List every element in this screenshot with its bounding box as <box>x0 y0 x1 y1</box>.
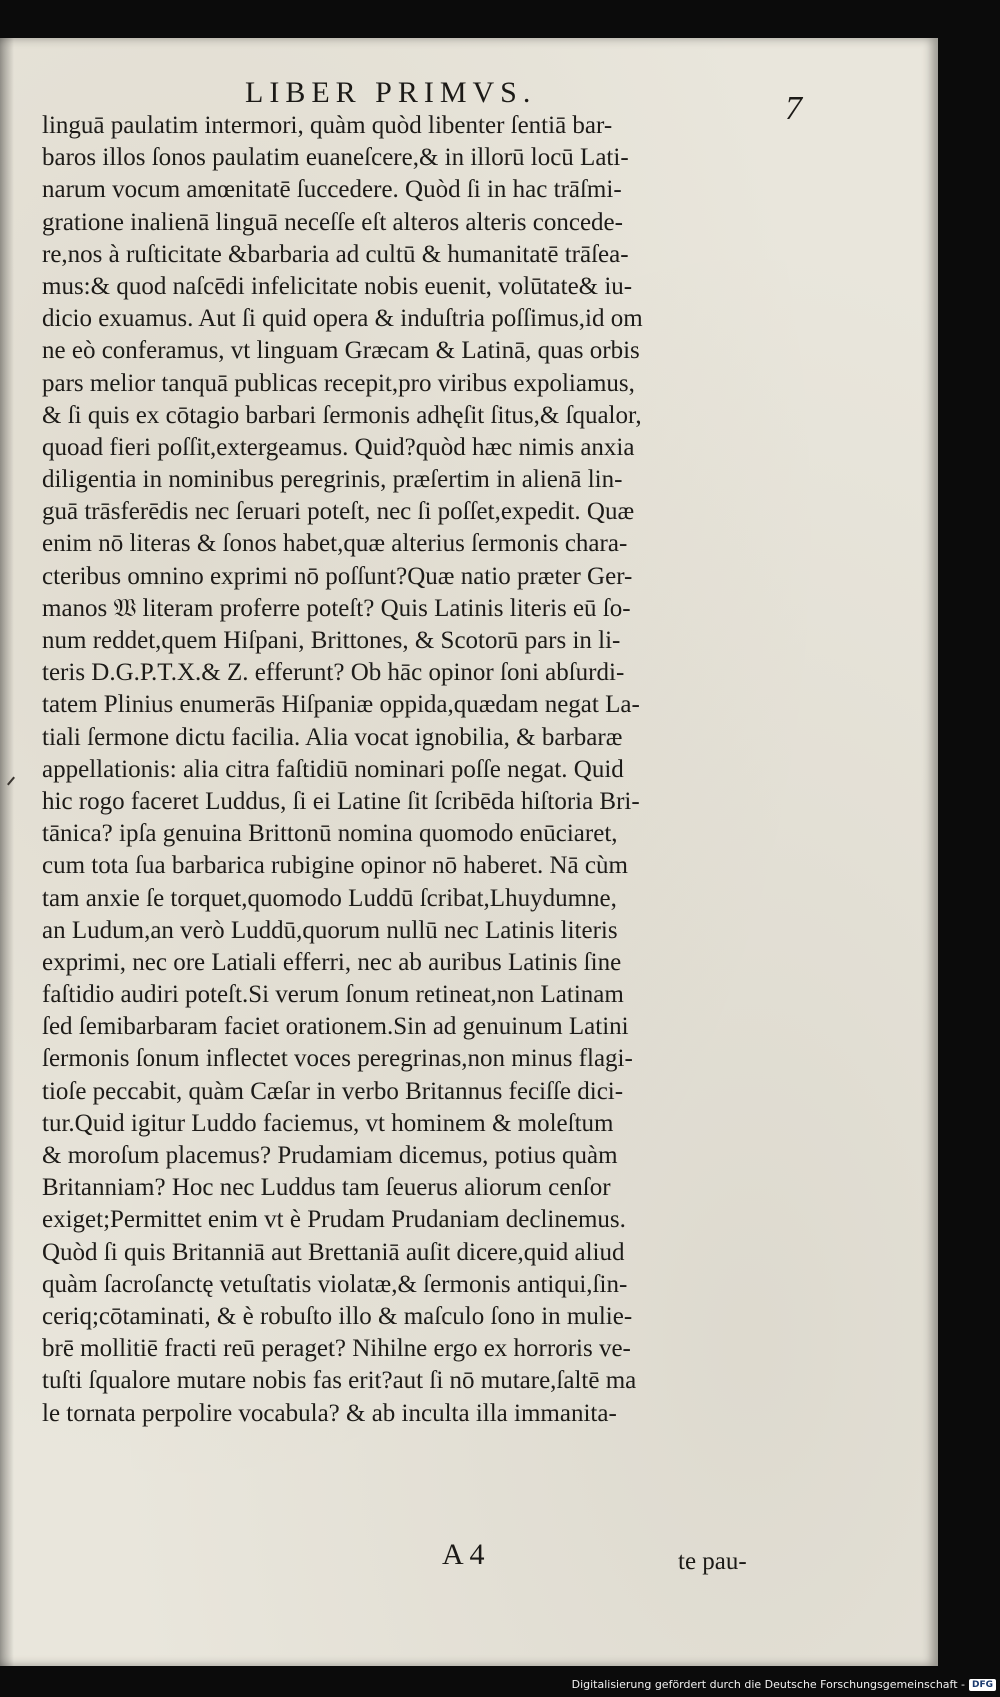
text-line: & moroſum placemus? Prudamiam dicemus, potius quàm <box>42 1142 618 1169</box>
text-line: diligentia in nominibus peregrinis, præſertim in alienā lin- <box>42 466 623 494</box>
text-line: an Ludum,an verò Luddū,quorum nullū nec Latinis literis <box>42 916 618 944</box>
text-line: & ſi quis ex cōtagio barbari ſermonis adhęſit ſitus,& ſqualor, <box>42 401 642 429</box>
text-line: quoad fieri poſſit,extergeamus. Quid?quòd hæc nimis anxia <box>42 433 635 461</box>
text-line: le tornata perpolire vocabula? & ab inculta illa immanita- <box>42 1399 617 1427</box>
text-line: dicio exuamus. Aut ſi quid opera & induſtria poſſimus,id om <box>42 305 643 333</box>
text-line: ceriq;cōtaminati, & è robuſto illo & maſculo ſono in mulie- <box>42 1302 633 1330</box>
dfg-logo: DFG <box>969 1679 996 1691</box>
credit-text: Digitalisierung gefördert durch die Deutsche Forschungsgemeinschaft - <box>571 1678 965 1691</box>
text-line: Quòd ſi quis Britanniā aut Brettaniā auſit dicere,quid aliud <box>42 1238 625 1266</box>
text-line: manos 𝔚 literam proferre poteſt? Quis Latinis literis eū ſo- <box>42 594 631 622</box>
running-title: LIBER PRIMVS. <box>245 76 537 109</box>
book-page <box>0 38 938 1666</box>
text-line: brē mollitiē fracti reū peraget? Nihilne ergo ex horroris ve- <box>42 1335 631 1363</box>
text-line: faſtidio audiri poteſt.Si verum ſonum retineat,non Latinam <box>42 981 624 1009</box>
text-line: ſermonis ſonum inflectet voces peregrinas,non minus flagi- <box>42 1045 633 1073</box>
text-line: tur.Quid igitur Luddo faciemus, vt hominem & moleſtum <box>42 1109 614 1137</box>
digitization-credit <box>572 1678 996 1691</box>
text-line: gratione inalienā linguā neceſſe eſt alteros alteris concede- <box>42 208 623 236</box>
text-line: linguā paulatim intermori, quàm quòd libenter ſentiā bar- <box>42 112 613 139</box>
text-line: guā trāsferēdis nec ſeruari poteſt, nec ſi poſſet,expedit. Quæ <box>42 498 635 526</box>
text-line: cteribus omnino exprimi nō poſſunt?Quæ natio præter Ger- <box>42 562 633 590</box>
text-line: cum tota ſua barbarica rubigine opinor nō haberet. Nā cùm <box>42 852 628 880</box>
text-line: num reddet,quem Hiſpani, Brittones, & Scotorū pars in li- <box>42 627 621 654</box>
body-text <box>42 110 802 1430</box>
text-line: re,nos à ruſticitate &barbaria ad cultū & humanitatē trāſea- <box>42 240 629 268</box>
text-line: baros illos ſonos paulatim euaneſcere,& in illorū locū Lati- <box>42 144 629 172</box>
text-line: ſed ſemibarbaram faciet orationem.Sin ad genuinum Latini <box>42 1013 629 1041</box>
text-line: tānica? ipſa genuina Brittonū nomina quomodo enūciaret, <box>42 820 618 848</box>
text-line: pars melior tanquā publicas recepit,pro viribus expoliamus, <box>42 369 635 397</box>
text-line: tuſti ſqualore mutare nobis fas erit?aut ſi nō mutare,ſaltē ma <box>42 1367 637 1395</box>
text-line: Britanniam? Hoc nec Luddus tam ſeuerus aliorum cenſor <box>42 1174 611 1202</box>
catchword: te pau- <box>678 1548 747 1575</box>
text-line: narum vocum amœnitatē ſuccedere. Quòd ſi in hac trāſmi- <box>42 176 622 204</box>
page-gutter-shadow <box>0 38 14 1666</box>
text-line: appellationis: alia citra faſtidiū nominari poſſe negat. Quid <box>42 755 624 783</box>
text-line: quàm ſacroſanctę vetuſtatis violatæ,& ſermonis antiqui,ſin- <box>42 1270 628 1298</box>
text-line: hic rogo faceret Luddus, ſi ei Latine ſit ſcribēda hiſtoria Bri- <box>42 787 640 815</box>
text-line: tam anxie ſe torquet,quomodo Luddū ſcribat,Lhuydumne, <box>42 884 617 912</box>
folio-number: 7 <box>785 90 802 127</box>
signature-mark: A 4 <box>442 1538 485 1571</box>
text-line: exprimi, nec ore Latiali efferri, nec ab auribus Latinis ſine <box>42 948 622 976</box>
text-line: exiget;Permittet enim vt è Prudam Prudaniam declinemus. <box>42 1206 626 1234</box>
text-line: tatem Plinius enumerās Hiſpaniæ oppida,quædam negat La- <box>42 691 640 719</box>
text-line: ne eò conferamus, vt linguam Græcam & Latinā, quas orbis <box>42 337 640 365</box>
text-line: tiali ſermone dictu facilia. Alia vocat ignobilia, & barbaræ <box>42 723 623 751</box>
text-line: tioſe peccabit, quàm Cæſar in verbo Britannus feciſſe dici- <box>42 1077 624 1105</box>
text-line: teris D.G.P.T.X.& Z. efferunt? Ob hāc opinor ſoni abſurdi- <box>42 659 625 687</box>
text-line: mus:& quod naſcēdi infelicitate nobis euenit, volūtate& iu- <box>42 272 633 300</box>
text-line: enim nō literas & ſonos habet,quæ alterius ſermonis chara- <box>42 530 628 558</box>
